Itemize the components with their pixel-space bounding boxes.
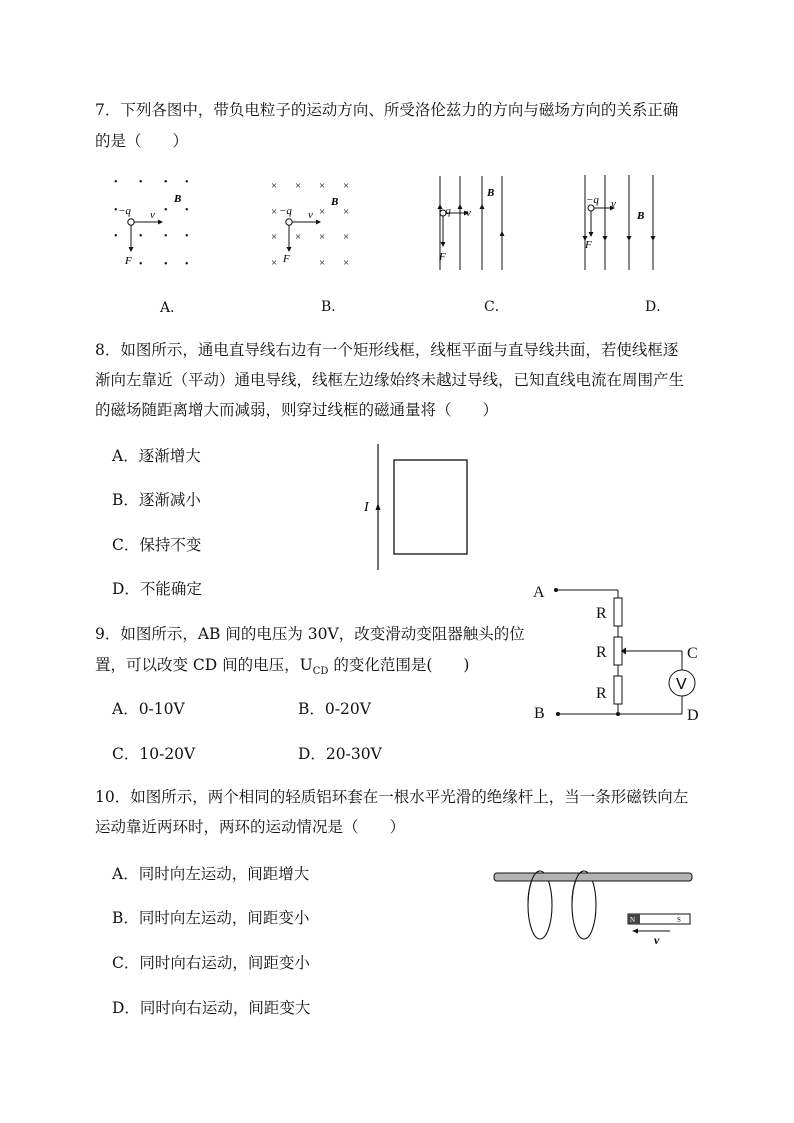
- charge-circle: [286, 219, 292, 225]
- q8-option-c: C．保持不变: [112, 536, 202, 554]
- q10-option-c: C．同时向右运动，间距变小: [112, 954, 310, 972]
- field-cross: ×: [319, 180, 326, 192]
- field-cross: ×: [319, 206, 326, 218]
- q8-wire-loop-figure: [356, 444, 486, 574]
- force-label: F: [439, 251, 446, 263]
- charge-label: −q: [279, 205, 292, 217]
- q9-option-a: A．0-10V: [112, 700, 185, 718]
- field-dot: •: [114, 205, 118, 216]
- field-label: B: [637, 210, 645, 222]
- field-cross: ×: [343, 180, 350, 192]
- q9-stem-line2: 置，可以改变 CD 间的电压，$U_{CD}$ 的变化范围是( ): [95, 656, 470, 678]
- field-dot: •: [164, 231, 168, 242]
- q10-option-d: D．同时向右运动，间距变大: [112, 999, 311, 1017]
- velocity-label: v: [308, 209, 313, 221]
- velocity-label: v: [466, 207, 471, 219]
- charge-circle: [128, 219, 134, 225]
- field-dot: •: [139, 259, 143, 270]
- magnet-south-label: S: [677, 916, 681, 924]
- field-dot: •: [164, 177, 168, 188]
- magnet-velocity-label: v: [654, 933, 660, 947]
- q7-figure-d: [576, 172, 676, 272]
- field-label: B: [487, 187, 495, 199]
- force-label: F: [585, 239, 592, 251]
- terminal-d-label: D: [687, 707, 699, 724]
- resistor-label: R: [596, 605, 607, 622]
- resistor-top: [614, 598, 622, 626]
- q8-stem-line1: 8．如图所示，通电直导线右边有一个矩形线框，线框平面与直导线共面，若使线框逐: [95, 341, 679, 359]
- field-dot: •: [185, 177, 189, 188]
- insulating-rod: [494, 873, 692, 881]
- q7-figure-b: [268, 172, 368, 272]
- field-cross: ×: [343, 231, 350, 243]
- force-label: F: [125, 255, 132, 267]
- field-cross: ×: [295, 231, 302, 243]
- q7-caption-b: B．: [321, 299, 346, 315]
- magnet-north-label: N: [630, 916, 636, 924]
- q7-stem-line1: 7．下列各图中，带负电粒子的运动方向、所受洛伦兹力的方向与磁场方向的关系正确: [95, 101, 679, 119]
- resistor-label: R: [596, 644, 607, 661]
- field-cross: ×: [343, 257, 350, 269]
- field-cross: ×: [271, 257, 278, 269]
- q8-option-a: A．逐渐增大: [112, 447, 201, 465]
- field-cross: ×: [295, 180, 302, 192]
- field-cross: ×: [271, 231, 278, 243]
- resistor-label: R: [596, 685, 607, 702]
- q7-figure-c: [430, 172, 530, 272]
- force-label: F: [283, 253, 290, 265]
- q8-stem-line2: 渐向左靠近（平动）通电导线，线框左边缘始终未越过导线，已知直线电流在周围产生: [95, 371, 685, 389]
- charge-label: −q: [438, 205, 451, 217]
- current-arrow: [376, 503, 381, 510]
- resistor-bottom: [614, 676, 622, 704]
- field-dot: •: [114, 177, 118, 188]
- field-cross: ×: [271, 180, 278, 192]
- field-dot: •: [185, 205, 189, 216]
- field-dot: •: [164, 259, 168, 270]
- q9-option-b: B．0-20V: [298, 700, 371, 718]
- terminal-a-label: A: [533, 584, 545, 601]
- charge-label: −q: [586, 194, 599, 206]
- q10-rings-magnet-figure: [490, 862, 700, 952]
- q9-stem-line1: 9．如图所示，AB 间的电压为 30V，改变滑动变阻器触头的位: [95, 625, 525, 643]
- q10-stem-line1: 10．如图所示，两个相同的轻质铝环套在一根水平光滑的绝缘杆上，当一条形磁铁向左: [95, 788, 689, 806]
- velocity-label: v: [150, 209, 155, 221]
- terminal-b-label: B: [534, 705, 545, 722]
- q9-circuit-figure: [530, 578, 720, 728]
- field-dot: •: [185, 259, 189, 270]
- field-dot: •: [164, 205, 168, 216]
- field-cross: ×: [343, 206, 350, 218]
- q10-option-a: A．同时向左运动，间距增大: [112, 865, 310, 883]
- current-label: I: [364, 500, 369, 515]
- field-dot: •: [139, 177, 143, 188]
- q9-option-c: C．10-20V: [112, 745, 196, 763]
- field-dot: •: [185, 231, 189, 242]
- q7-caption-a: A．: [160, 300, 185, 316]
- q10-stem-line2: 运动靠近两环时，两环的运动情况是（ ）: [95, 818, 406, 836]
- charge-label: −q: [118, 205, 131, 217]
- q8-option-b: B．逐渐减小: [112, 491, 201, 509]
- q8-option-d: D．不能确定: [112, 580, 202, 598]
- field-cross: ×: [319, 231, 326, 243]
- q10-option-b: B．同时向左运动，间距变小: [112, 909, 310, 927]
- field-label: B: [331, 196, 339, 208]
- field-dot: •: [114, 231, 118, 242]
- q7-caption-c: C．: [484, 299, 509, 315]
- q7-caption-d: D．: [645, 299, 671, 315]
- q9-option-d: D．20-30V: [298, 745, 382, 763]
- field-cross: ×: [271, 206, 278, 218]
- q8-stem-line3: 的磁场随距离增大而减弱，则穿过线框的磁通量将（ ）: [95, 401, 499, 419]
- field-cross: ×: [319, 257, 326, 269]
- field-dot: •: [139, 231, 143, 242]
- terminal-c-label: C: [687, 645, 698, 662]
- field-label: B: [174, 193, 182, 205]
- q7-figure-a: [110, 172, 210, 272]
- velocity-label: v: [611, 198, 616, 210]
- rectangular-loop: [394, 460, 467, 554]
- rheostat: [614, 637, 622, 665]
- q7-stem-line2: 的是（ ）: [95, 132, 189, 150]
- voltmeter-label: V: [676, 676, 687, 693]
